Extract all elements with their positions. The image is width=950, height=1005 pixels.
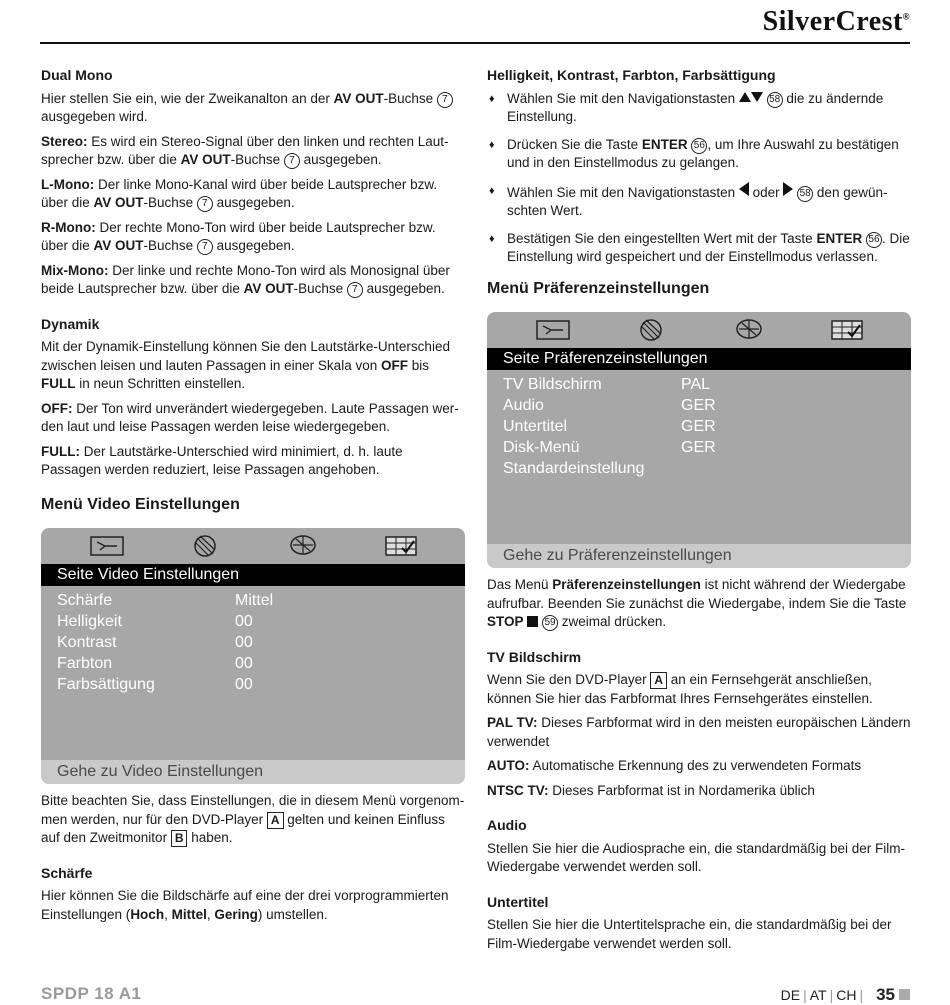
text: ausgegeben. (299, 152, 382, 167)
text: Wählen Sie mit den Navigationstasten (507, 90, 739, 106)
av-out-label: AV OUT (180, 152, 231, 167)
osd-footer[interactable]: Gehe zu Präferenzeinstellungen (487, 544, 911, 568)
text: oder (748, 184, 784, 200)
text: Es wird ein Stereo-Signal über den linken und rechten Laut-sprecher bzw. über die (41, 133, 449, 167)
text: Dieses Farbformat wird in den meisten europäischen Ländern verwendet (487, 715, 911, 749)
osd-row-audio[interactable] (487, 395, 911, 416)
rmono-paragraph (41, 219, 465, 256)
osd-row-label: Audio (503, 397, 544, 414)
full-keyword: FULL (41, 376, 76, 391)
text: Wählen Sie mit den Navigationstasten (507, 184, 739, 200)
text: Mit der Dynamik-Einstellung können Sie den Lautstärke-Unterschied zwischen leisen und lauten Passagen in einer Skala von (41, 339, 450, 373)
osd-row-value: Mittel (235, 592, 274, 609)
ref-number: 7 (347, 282, 363, 298)
av-out-label: AV OUT (93, 238, 144, 253)
osd-row-helligkeit[interactable] (41, 611, 465, 632)
video-menu-heading: Menü Video Einstellungen (41, 495, 240, 513)
text: ausgegeben. (362, 281, 445, 296)
ref-number: 56 (691, 138, 707, 154)
osd-icon-bar (41, 528, 465, 564)
separator: | (829, 987, 834, 1003)
osd-title: Seite Präferenzeinstellungen (487, 348, 911, 370)
text: -Buchse (383, 90, 437, 106)
ref-number: 56 (866, 232, 882, 248)
text: , um Ihre Auswahl zu bestätigen und in den Einstellmodus zu gelangen. (507, 136, 899, 170)
av-out-label: AV OUT (243, 281, 294, 296)
lmono-label: L-Mono: (41, 176, 95, 192)
text: Hier können Sie die Bildschärfe auf eine der drei vorprogrammierten Einstellungen ( (41, 888, 449, 922)
audio-heading: Audio (487, 817, 527, 833)
ref-number: 7 (437, 92, 453, 108)
stop-icon (527, 616, 538, 627)
text: Das Menü (487, 577, 553, 592)
text: ) umstellen. (257, 906, 328, 922)
ntsc-paragraph (487, 782, 911, 801)
ref-number: 58 (797, 186, 813, 202)
osd-row-label: Farbton (57, 655, 113, 672)
hk-step-2 (487, 136, 911, 173)
dual-mono-intro (41, 90, 465, 127)
dynamik-intro (41, 338, 465, 394)
text: ausgegeben wird. (41, 109, 148, 124)
video-icon (285, 534, 321, 558)
text: -Buchse (293, 281, 347, 296)
ref-number: 7 (284, 153, 300, 169)
text: den gewün-schten Wert. (507, 184, 888, 218)
osd-row-farbsaettigung[interactable] (41, 674, 465, 695)
left-column (41, 66, 465, 930)
osd-row-untertitel[interactable] (487, 416, 911, 437)
osd-settings-list (41, 586, 465, 760)
osd-icon-bar (487, 312, 911, 348)
text: -Buchse (230, 152, 284, 167)
osd-row-label: Untertitel (503, 418, 568, 435)
osd-row-farbton[interactable] (41, 653, 465, 674)
ntsc-label: NTSC TV: (487, 782, 549, 798)
audio-paragraph: Stellen Sie hier die Audiosprache ein, die standardmäßig bei der Film-Wiedergabe verwendet werden soll. (487, 840, 905, 874)
stereo-paragraph (41, 133, 465, 170)
separator: | (803, 987, 807, 1003)
hk-step-4 (487, 230, 911, 267)
gering-keyword: Gering (214, 906, 258, 922)
text: , (206, 906, 215, 922)
text: Automatische Erkennung des zu verwendeten Formats (529, 758, 862, 773)
text: die zu ändernde Einstellung. (507, 90, 884, 124)
off-paragraph (41, 400, 465, 437)
stereo-label: Stereo: (41, 133, 88, 149)
tv-intro (487, 671, 911, 708)
off-keyword: OFF (380, 357, 408, 373)
osd-row-value: GER (681, 439, 716, 456)
text: -Buchse (143, 195, 197, 210)
pal-label: PAL TV: (487, 715, 538, 730)
osd-row-disk-menu[interactable] (487, 437, 911, 458)
text: Dieses Farbformat ist in Nordamerika üblich (548, 782, 815, 798)
brand-logo-text: SilverCrest (762, 6, 903, 37)
video-settings-osd (41, 528, 465, 784)
pref-menu-heading: Menü Präferenzeinstellungen (487, 279, 710, 297)
device-a-label: A (650, 672, 667, 689)
mixmono-paragraph (41, 262, 465, 299)
text: Der Lautstärke-Unterschied wird minimiert, d. h. laute Passagen werden reduziert, leise Passagen angehoben. (41, 443, 403, 477)
video-note (41, 792, 465, 848)
text: -Buchse (143, 238, 197, 253)
text: Drücken Sie die Taste (507, 136, 642, 152)
schaerfe-heading: Schärfe (41, 864, 93, 881)
arrow-down-icon (751, 92, 763, 102)
page-footer (781, 985, 910, 1005)
settings-card-icon (89, 534, 125, 558)
device-b-label: B (171, 830, 188, 847)
untertitel-heading: Untertitel (487, 893, 549, 910)
osd-row-value: 00 (235, 613, 253, 630)
hk-heading: Helligkeit, Kontrast, Farbton, Farbsättigung (487, 67, 776, 83)
dynamik-heading: Dynamik (41, 315, 100, 332)
full-label: FULL: (41, 443, 80, 459)
page-number: 35 (876, 985, 895, 1004)
osd-row-value: GER (681, 397, 716, 414)
text: ausgegeben. (212, 238, 295, 253)
arrow-right-icon (783, 182, 793, 196)
header-rule (40, 42, 910, 44)
osd-row-kontrast[interactable] (41, 632, 465, 653)
video-icon (731, 318, 767, 342)
hoch-keyword: Hoch (130, 906, 165, 922)
mixmono-label: Mix-Mono: (41, 262, 109, 278)
enter-key-label: ENTER (641, 136, 688, 152)
preferences-osd (487, 312, 911, 568)
text: gelten und keinen Einfluss auf den Zweitmonitor (41, 811, 445, 845)
untertitel-paragraph: Stellen Sie hier die Untertitelsprache ein, die standardmäßig bei der Film-Wiedergabe verwendet werden soll. (487, 917, 892, 951)
text: Wenn Sie den DVD-Player (487, 672, 651, 687)
lmono-paragraph (41, 176, 465, 213)
model-number: SPDP 18 A1 (41, 984, 142, 1003)
osd-row-label: Schärfe (57, 592, 113, 609)
country-at: AT (809, 987, 827, 1003)
osd-row-value: PAL (681, 376, 711, 393)
osd-row-standardeinstellung[interactable] (487, 458, 911, 479)
registered-mark: ® (902, 11, 910, 22)
auto-paragraph (487, 757, 911, 776)
osd-row-label: Standardeinstellung (503, 460, 645, 477)
osd-row-label: Kontrast (57, 634, 117, 651)
auto-label: AUTO: (487, 758, 530, 773)
country-ch: CH (836, 987, 857, 1003)
tv-heading: TV Bildschirm (487, 648, 582, 665)
osd-row-label: Helligkeit (57, 613, 122, 630)
osd-title: Seite Video Einstellungen (41, 564, 465, 586)
device-a-label: A (267, 812, 284, 829)
preferences-icon (829, 318, 865, 342)
text: Bitte beachten Sie, dass Einstellungen, die in diesem Menü vorgenom-men werden, nur für den DVD-Player (41, 793, 465, 827)
settings-card-icon (535, 318, 571, 342)
av-out-label: AV OUT (333, 90, 384, 106)
osd-row-schaerfe[interactable] (41, 590, 465, 611)
pref-keyword: Präferenzeinstellungen (552, 577, 701, 592)
osd-row-label: Farbsättigung (57, 676, 155, 693)
rmono-label: R-Mono: (41, 219, 96, 235)
pref-note (487, 576, 911, 632)
text: an ein Fernsehgerät anschließen, können Sie hier das Farbformat Ihres Fernsehgerätes einstellen. (487, 672, 873, 706)
text: Bestätigen Sie den eingestellten Wert mit der Taste (507, 230, 817, 246)
text: Der rechte Mono-Ton wird über beide Lautsprecher bzw. über die (41, 219, 436, 253)
mittel-keyword: Mittel (171, 906, 207, 922)
separator: | (859, 987, 864, 1003)
ref-number: 59 (542, 615, 558, 631)
preferences-icon (383, 534, 419, 558)
osd-row-label: Disk-Menü (503, 439, 580, 456)
full-paragraph (41, 443, 465, 480)
text: in neun Schritten einstellen. (75, 376, 246, 391)
arrow-left-icon (739, 182, 749, 196)
av-out-label: AV OUT (93, 195, 144, 210)
text: Der Ton wird unverändert wiedergegeben. Laute Passagen wer-den laut und leise Passagen werden leise wiedergegeben. (41, 400, 459, 434)
text: . Die Einstellung wird gespeichert und der Einstellmodus verlassen. (507, 230, 910, 264)
right-column (487, 66, 911, 959)
pal-paragraph (487, 714, 911, 751)
page-marker-icon (899, 989, 910, 1000)
hk-step-3 (487, 182, 911, 221)
osd-row-value: 00 (235, 655, 253, 672)
osd-row-tv-bildschirm[interactable] (487, 374, 911, 395)
text: ausgegeben. (212, 195, 295, 210)
osd-settings-list (487, 370, 911, 544)
brand-logo (763, 6, 910, 38)
arrow-up-icon (739, 92, 751, 102)
ref-number: 7 (197, 239, 213, 255)
dual-mono-heading: Dual Mono (41, 67, 113, 83)
text: haben. (187, 830, 233, 845)
text: bis (407, 357, 429, 373)
off-label: OFF: (41, 400, 73, 416)
text: ist nicht während der Wiedergabe aufrufbar. Beenden Sie zunächst die Wiedergabe, indem Sie die Taste (487, 577, 907, 611)
text: Der linke und rechte Mono-Ton wird als Monosignal über beide Lautsprecher bzw. über die (41, 262, 450, 296)
osd-row-value: 00 (235, 676, 253, 693)
ref-number: 58 (767, 92, 783, 108)
text: zweimal drücken. (558, 614, 667, 629)
osd-row-value: GER (681, 418, 716, 435)
stop-key-label: STOP (487, 614, 524, 629)
text: , (164, 906, 172, 922)
osd-footer[interactable]: Gehe zu Video Einstellungen (41, 760, 465, 784)
hk-step-1 (487, 90, 911, 127)
osd-row-value: 00 (235, 634, 253, 651)
audio-icon (187, 534, 223, 558)
country-de: DE (780, 987, 801, 1003)
schaerfe-paragraph (41, 887, 465, 924)
audio-icon (633, 318, 669, 342)
enter-key-label: ENTER (816, 230, 863, 246)
osd-row-label: TV Bildschirm (503, 376, 602, 393)
ref-number: 7 (197, 196, 213, 212)
text: Hier stellen Sie ein, wie der Zweikanalton an der (41, 90, 334, 106)
text: Der linke Mono-Kanal wird über beide Lautsprecher bzw. über die (41, 176, 438, 210)
